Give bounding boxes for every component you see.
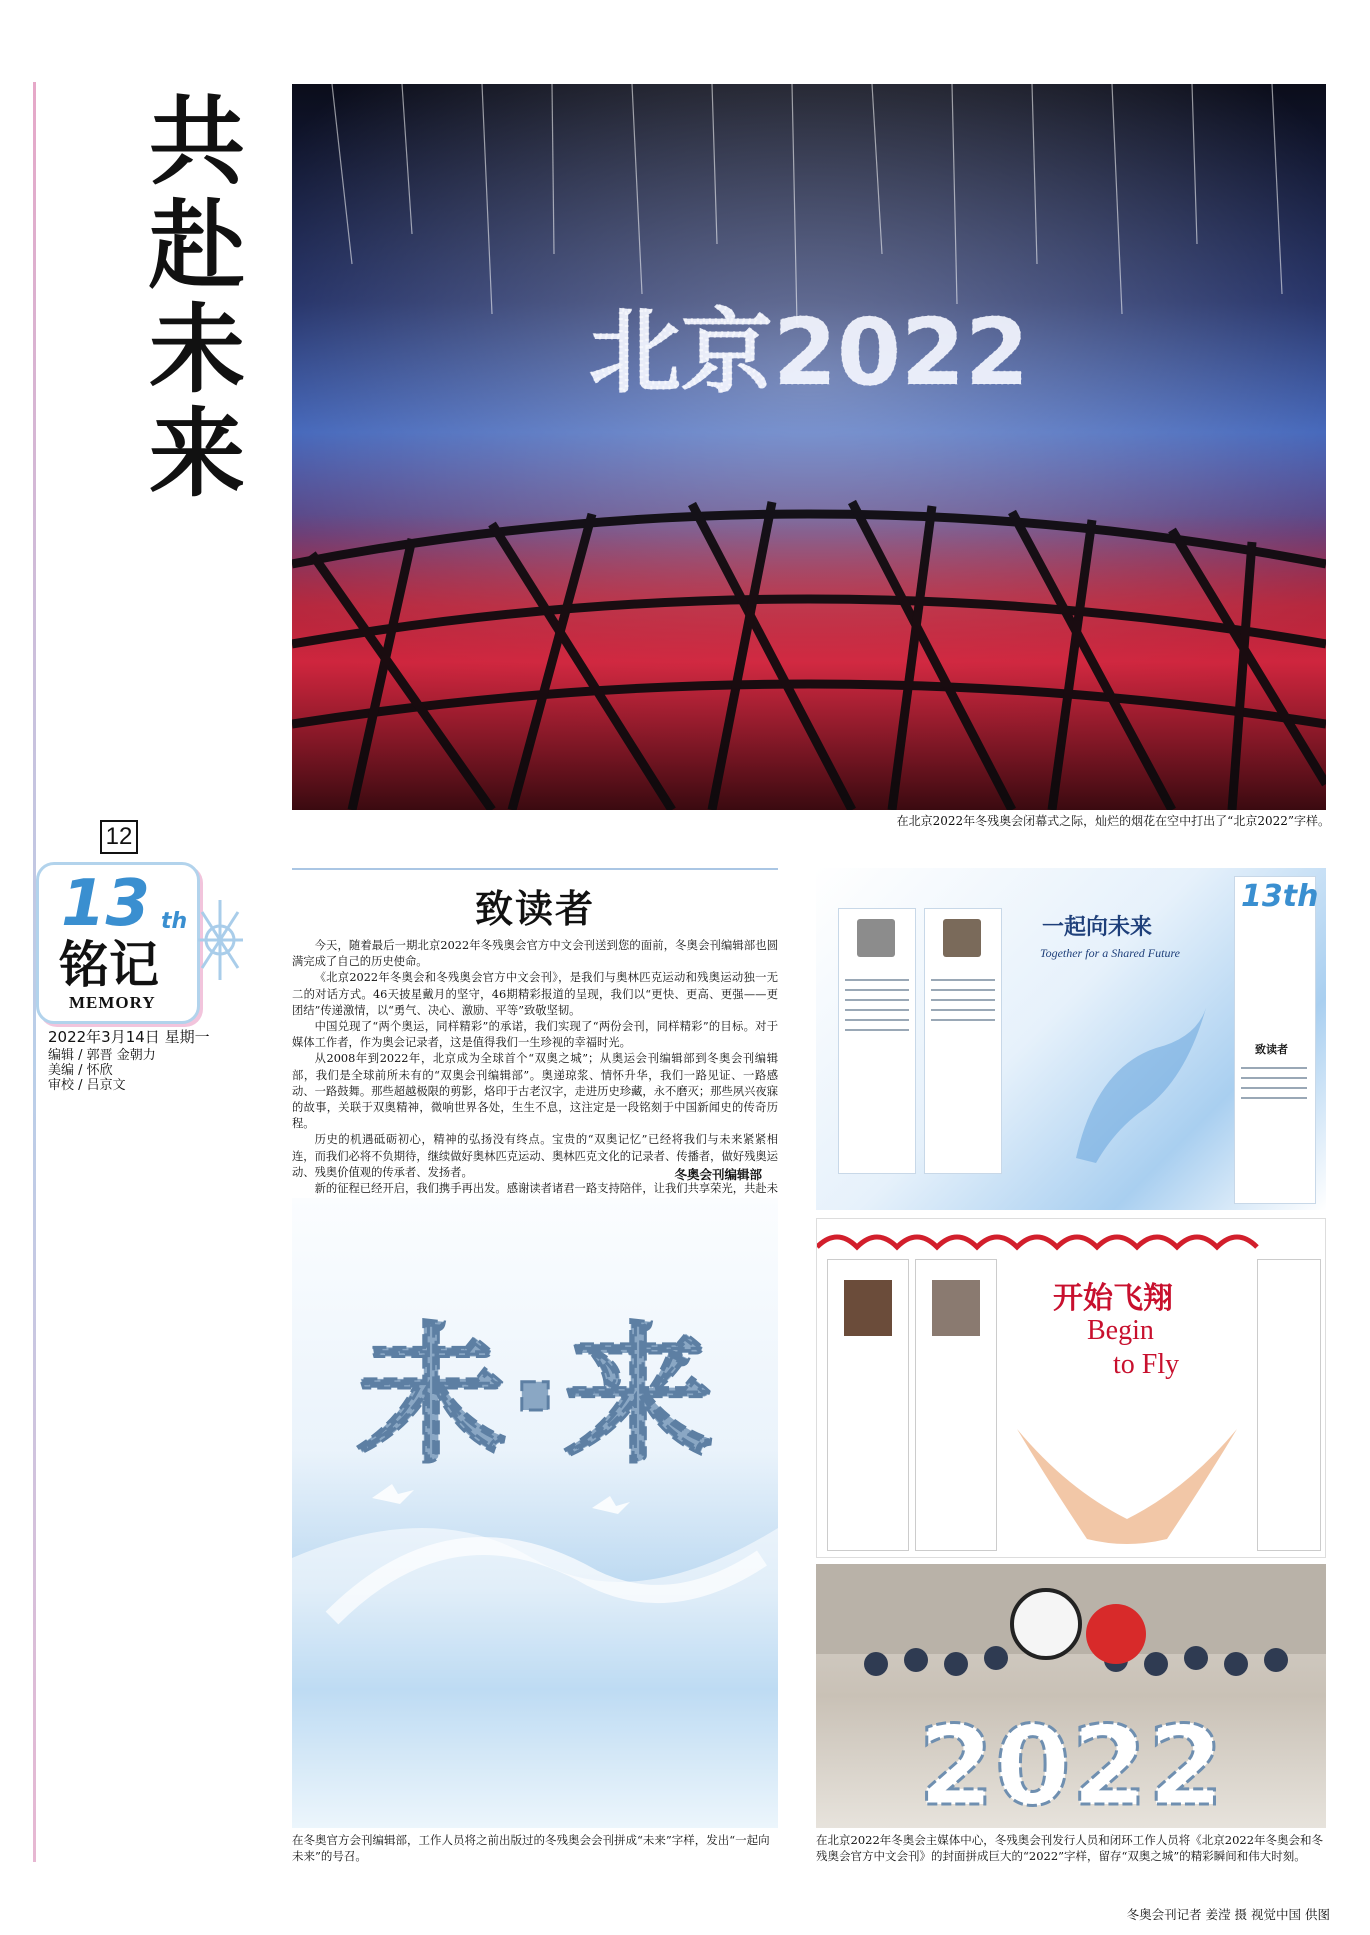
cover-badge: 13th	[1241, 879, 1319, 914]
cover-column	[924, 908, 1002, 1174]
portrait-photo	[857, 919, 895, 957]
letter-top-rule	[292, 868, 778, 870]
cover-2008-spread	[816, 1218, 1326, 1558]
group-photo-caption: 在北京2022年冬奥会主媒体中心，冬残奥会刊发行人员和闭环工作人员将《北京2022年冬奥会和冬残奥会官方中文会刊》的封面拼成巨大的“2022”字样，留存“双奥之城”的精彩瞬间和伟大时刻。	[816, 1833, 1324, 1863]
portrait-photo	[932, 1280, 980, 1336]
group-photo-illustration	[816, 1564, 1326, 1828]
letter-title: 致读者	[474, 887, 595, 931]
future-mosaic-illustration	[292, 1198, 778, 1828]
headline-char: 共	[149, 85, 245, 198]
future-image-caption: 在冬奥官方会刊编辑部，工作人员将之前出版过的冬残奥会会刊拼成“未来”字样，发出“一起向未来”的号召。	[292, 1833, 770, 1863]
portrait-photo	[844, 1280, 892, 1336]
badge-number: 13	[61, 867, 151, 941]
sky-text: 北京2022	[588, 299, 1030, 406]
badge-title: 铭记	[59, 936, 159, 994]
cover-page	[1234, 876, 1319, 1204]
letter-paragraph: 从2008年到2022年，北京成为全球首个“双奥之城”；从奥运会刊编辑部到冬奥会刊编辑部，我们是全球前所未有的“双奥会刊编辑部”。奥递琼浆、情怀升华，我们一路见证、一路感动、一路鼓舞。那些超越极限的剪影，烙印于古老汉字，走进历史珍藏，永不磨灭；那些夙兴夜寐的故事，关联于双奥精神，微响世界各处，生生不息，这注定是一段铭刻于中国新闻史的传奇历程。	[292, 1052, 778, 1131]
issue-meta	[48, 1030, 210, 1093]
cover-page	[1257, 1259, 1321, 1551]
cover-2008-title-cn: 开始飞翔	[1053, 1281, 1173, 1316]
badge-suffix: th	[161, 909, 188, 934]
headline-char: 赴	[149, 189, 245, 302]
group-photo	[816, 1564, 1326, 1828]
cover-column	[827, 1259, 909, 1551]
meta-line: 编辑 / 郭晋 金朝力	[48, 1048, 156, 1063]
portrait-photo	[943, 919, 981, 957]
letter-paragraph: 新的征程已经开启，我们携手再出发。感谢读者诸君一路支持陪伴，让我们共享荣光，共赴未	[314, 1182, 778, 1196]
cover-column	[838, 908, 916, 1174]
hands-illustration	[1007, 1369, 1247, 1549]
red-cloud-border	[817, 1219, 1326, 1259]
cover-column	[915, 1259, 997, 1551]
ice-figure-illustration	[1056, 988, 1216, 1168]
letter-paragraph: 历史的机遇砥砺初心，精神的弘扬没有终点。宝贵的“双奥记忆”已经将我们与未来紧紧相连，而我们必将不负期待，继续做好奥林匹克运动、奥林匹克文化的记录者、传播者，做好残奥运动、残奥价值观的传承者、发扬者。	[292, 1133, 778, 1179]
cover-2022-spread	[816, 868, 1326, 1210]
headline-char: 未	[149, 293, 245, 406]
fireworks-stadium-photo	[292, 84, 1326, 810]
group-photo-number: 2022	[917, 1702, 1225, 1828]
letter-paragraph: 中国兑现了“两个奥运，同样精彩”的承诺，我们实现了“两份会刊，同样精彩”的目标。对于媒体工作者，作为奥会记录者，这是值得我们一生珍视的幸福时光。	[292, 1020, 778, 1050]
meta-line: 审校 / 吕京文	[48, 1078, 126, 1093]
photo-credit: 冬奥会刊记者 姜滢 摄 视觉中国 供图	[1126, 1907, 1330, 1922]
main-photo-caption: 在北京2022年冬残奥会闭幕式之际，灿烂的烟花在空中打出了“北京2022”字样。	[896, 814, 1330, 828]
badge-english: MEMORY	[69, 993, 156, 1012]
meta-line: 美编 / 怀欣	[48, 1063, 113, 1078]
letter-signature: 冬奥会刊编辑部	[674, 1167, 762, 1182]
cover-2008-title-en-1: Begin	[1087, 1315, 1154, 1346]
issue-date: 2022年3月14日 星期一	[48, 1028, 210, 1046]
letter-paragraph: 《北京2022年冬奥会和冬残奥会官方中文会刊》，是我们与奥林匹克运动和残奥运动独一无二的对话方式。46天披星戴月的坚守，46期精彩报道的呈现，我们以“更快、更高、更强——更团结”传递激情，以“勇气、决心、激励、平等”致敬坚韧。	[292, 971, 778, 1017]
page-headline	[142, 85, 252, 510]
future-mosaic-photo	[292, 1198, 778, 1828]
cover-slogan-cn: 一起向未来	[1042, 915, 1153, 940]
fireworks-illustration	[292, 84, 1326, 810]
cover-side-title: 致读者	[1255, 1043, 1288, 1056]
future-word: 未·来	[356, 1310, 714, 1484]
snowflake-icon	[188, 880, 248, 1000]
letter-paragraph: 今天，随着最后一期北京2022年冬残奥会官方中文会刊送到您的面前，冬奥会刊编辑部也圆满完成了自己的历史使命。	[292, 939, 778, 969]
page-number: 12	[100, 820, 138, 854]
cover-2008-title-en-2: to Fly	[1113, 1349, 1180, 1380]
cover-slogan-en: Together for a Shared Future	[1040, 946, 1180, 960]
memory-badge	[36, 862, 200, 1024]
headline-char: 来	[149, 397, 245, 510]
